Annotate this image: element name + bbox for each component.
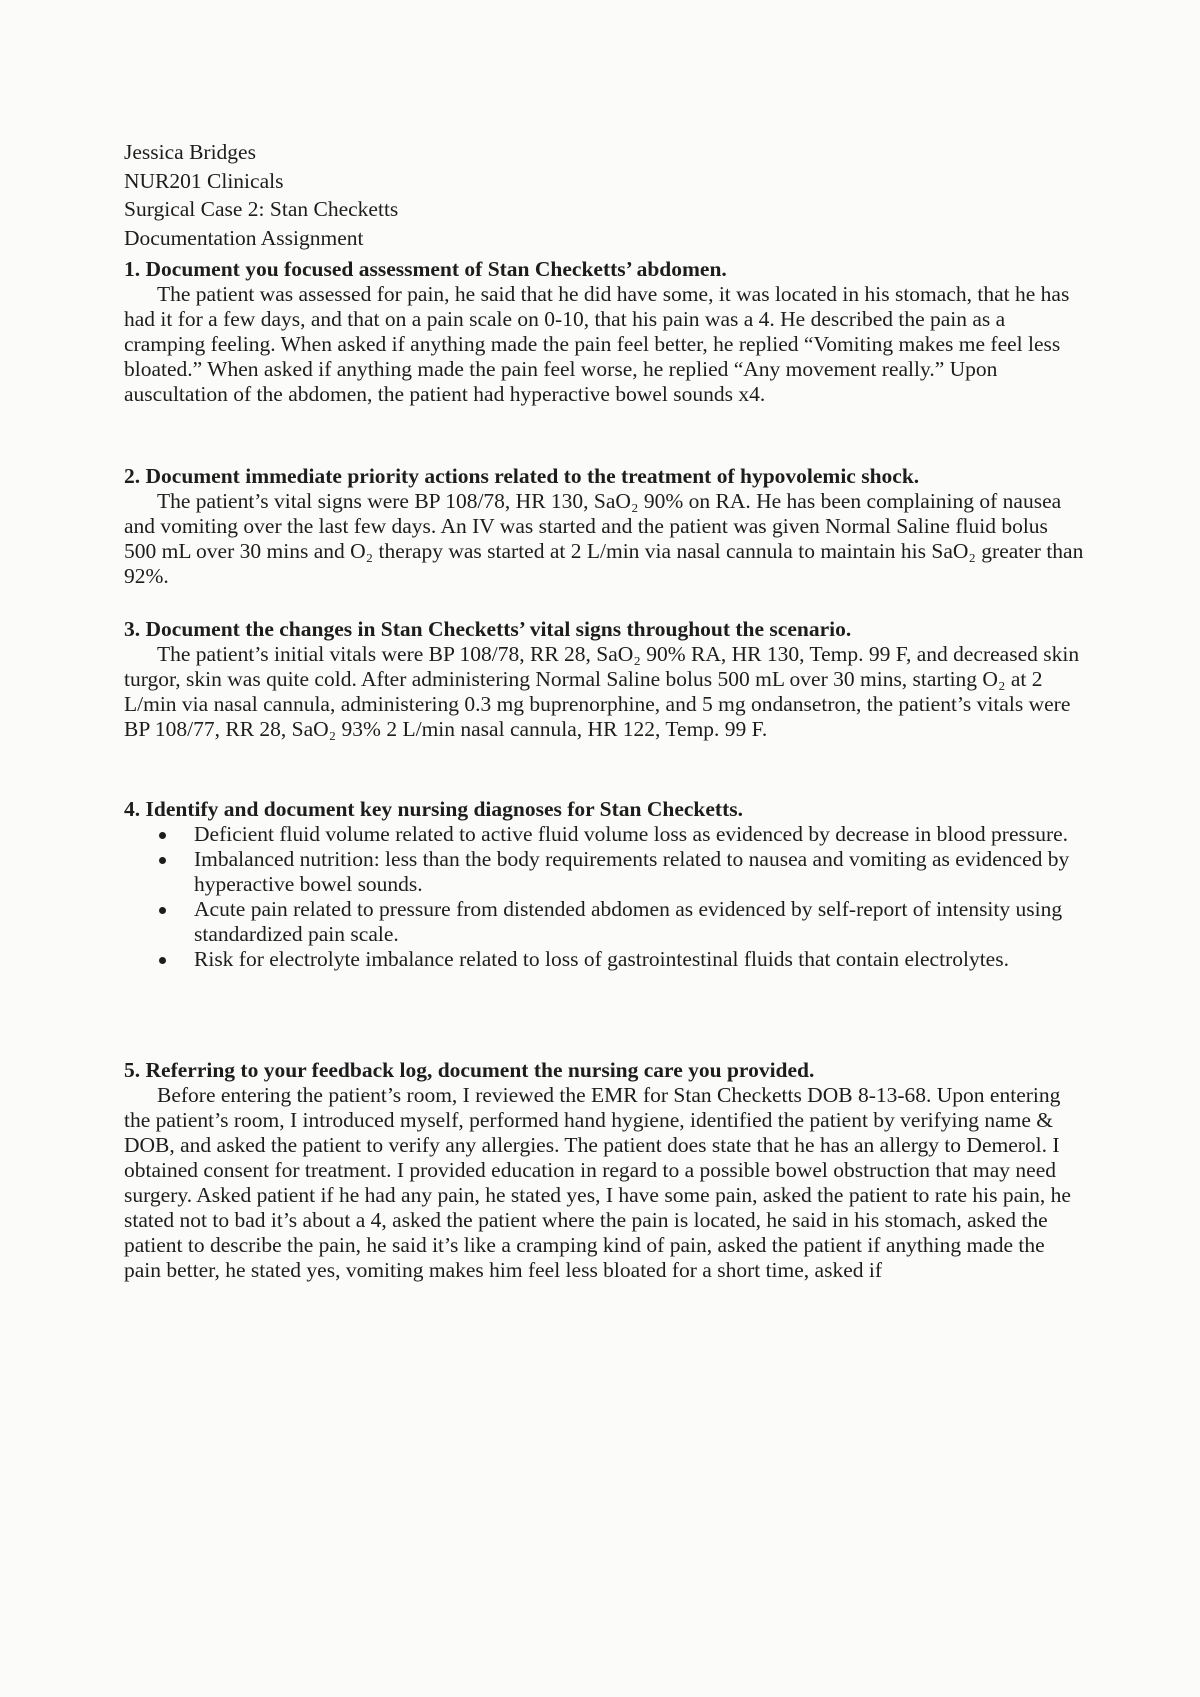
bullet-icon xyxy=(159,857,166,864)
section-1 xyxy=(124,257,1084,407)
section-paragraph: The patient’s initial vitals were BP 108/78, RR 28, SaO₂ 90% RA, HR 130, Temp. 99 F, and decreased skin turgor, skin was quite cold. After administering Normal Saline bolus 500 mL over 30 mins, starting O₂ at 2 L/min via nasal cannula, administering 0.3 mg buprenorphine, and 5 mg ondansetron, the patient’s vitals were BP 108/77, RR 28, SaO₂ 93% 2 L/min nasal cannula, HR 122, Temp. 99 F. xyxy=(124,642,1080,741)
section-heading-text: Referring to your feedback log, document the nursing care you provided. xyxy=(145,1058,815,1082)
section-heading xyxy=(124,797,1084,822)
section-3 xyxy=(124,617,1084,742)
section-heading-text: Document you focused assessment of Stan Checketts’ abdomen. xyxy=(145,257,727,281)
section-heading-text: Document the changes in Stan Checketts’ vital signs throughout the scenario. xyxy=(145,617,852,641)
section-heading xyxy=(124,1058,1084,1083)
diagnosis-list xyxy=(124,822,1084,972)
section-paragraph: The patient’s vital signs were BP 108/78, HR 130, SaO₂ 90% on RA. He has been complaining of nausea and vomiting over the last few days. An IV was started and the patient was given Normal Saline fluid bolus 500 mL over 30 mins and O₂ therapy was started at 2 L/min via nasal cannula to maintain his SaO₂ greater than 92%. xyxy=(124,489,1084,588)
list-item-text: Acute pain related to pressure from distended abdomen as evidenced by self-report of intensity using standardized pain scale. xyxy=(194,897,1063,946)
list-item xyxy=(124,847,1084,897)
section-number: 3. xyxy=(124,617,141,641)
case-title: Surgical Case 2: Stan Checketts xyxy=(124,197,399,221)
section-number: 5. xyxy=(124,1058,141,1082)
document-header xyxy=(124,138,398,252)
section-heading xyxy=(124,617,1084,642)
section-heading xyxy=(124,257,1084,282)
list-item-text: Deficient fluid volume related to active fluid volume loss as evidenced by decrease in blood pressure. xyxy=(194,822,1069,846)
section-2 xyxy=(124,464,1084,589)
list-item-text: Imbalanced nutrition: less than the body requirements related to nausea and vomiting as evidenced by hyperactive bowel sounds. xyxy=(194,847,1070,896)
bullet-icon xyxy=(159,832,166,839)
list-item xyxy=(124,822,1084,847)
section-heading-text: Document immediate priority actions related to the treatment of hypovolemic shock. xyxy=(145,464,920,488)
list-item xyxy=(124,897,1084,947)
bullet-icon xyxy=(159,907,166,914)
section-paragraph: Before entering the patient’s room, I reviewed the EMR for Stan Checketts DOB 8-13-68. Upon entering the patient’s room, I introduced myself, performed hand hygiene, identified the patient by verifying name & DOB, and asked the patient to verify any allergies. The patient does state that he has an allergy to Demerol. I obtained consent for treatment. I provided education in regard to a possible bowel obstruction that may need surgery. Asked patient if he had any pain, he stated yes, I have some pain, asked the patient to rate his pain, he stated not to bad it’s about a 4, asked the patient where the pain is located, he said in his stomach, asked the patient to describe the pain, he said it’s like a cramping kind of pain, asked the patient if anything made the pain better, he stated yes, vomiting makes him feel less bloated for a short time, asked if xyxy=(124,1083,1071,1282)
section-number: 4. xyxy=(124,797,141,821)
section-number: 2. xyxy=(124,464,141,488)
section-5 xyxy=(124,1058,1084,1283)
section-4 xyxy=(124,797,1084,972)
section-paragraph: The patient was assessed for pain, he said that he did have some, it was located in his stomach, that he has had it for a few days, and that on a pain scale on 0-10, that his pain was a 4. He described the pain as a cramping feeling. When asked if anything made the pain feel better, he replied “Vomiting makes me feel less bloated.” When asked if anything made the pain feel worse, he replied “Any movement really.” Upon auscultation of the abdomen, the patient had hyperactive bowel sounds x4. xyxy=(124,282,1070,406)
course-name: NUR201 Clinicals xyxy=(124,168,284,193)
section-heading-text: Identify and document key nursing diagnoses for Stan Checketts. xyxy=(145,797,743,821)
list-item-text: Risk for electrolyte imbalance related to loss of gastrointestinal fluids that contain electrolytes. xyxy=(194,947,1009,971)
bullet-icon xyxy=(159,957,166,964)
assignment-title: Documentation Assignment xyxy=(124,225,364,250)
section-heading xyxy=(124,464,1084,489)
list-item xyxy=(124,947,1084,972)
section-number: 1. xyxy=(124,257,141,281)
student-name: Jessica Bridges xyxy=(124,140,256,164)
